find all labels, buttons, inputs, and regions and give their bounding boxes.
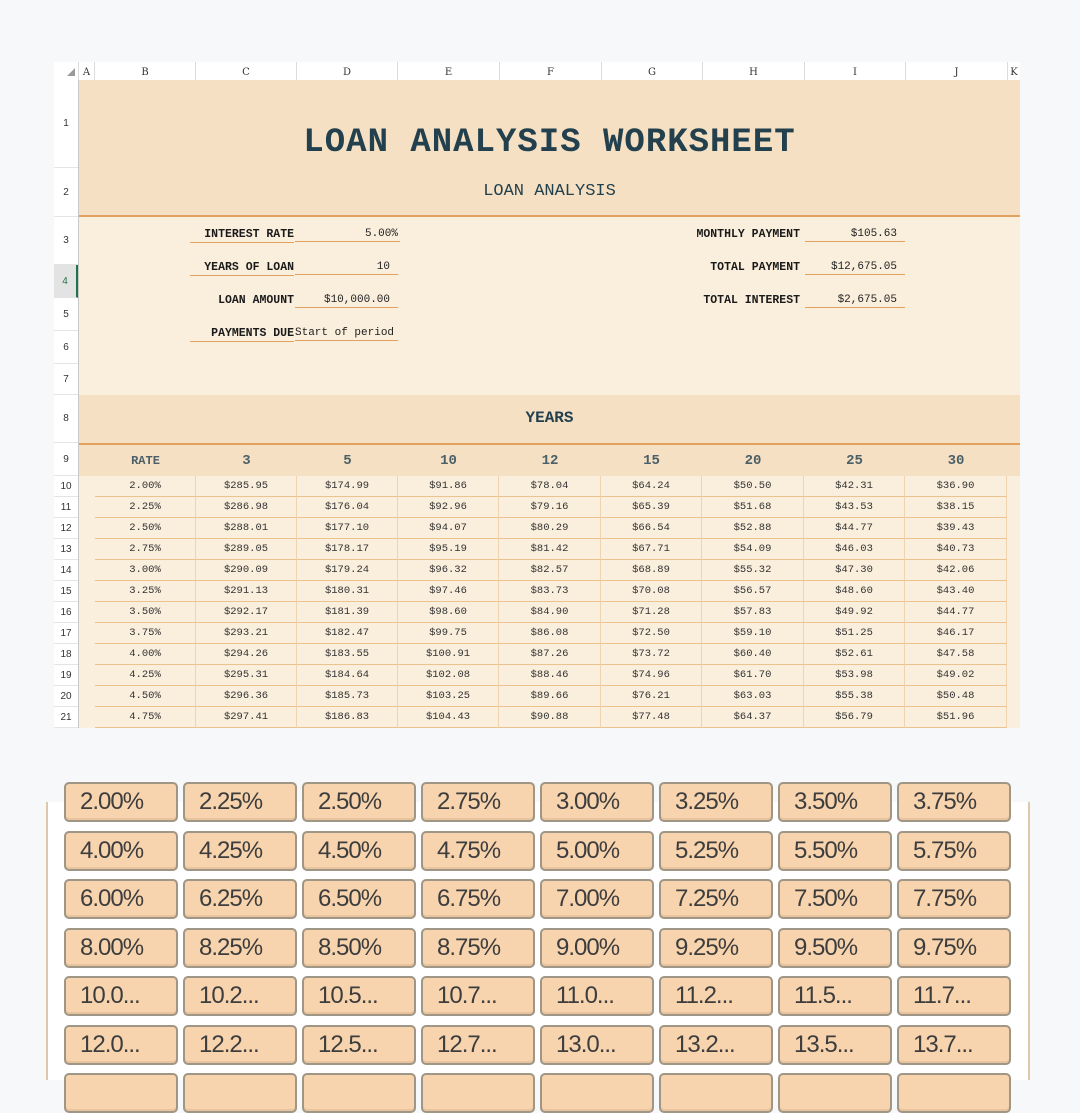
rate-option-button[interactable]: 7.25% — [659, 879, 773, 919]
column-header[interactable]: B — [94, 62, 195, 80]
rate-option-button[interactable]: 10.0... — [64, 976, 178, 1016]
loan-amount-cell[interactable]: $10,000.00 — [295, 294, 398, 308]
payment-cell[interactable]: $48.60 — [804, 581, 905, 602]
payment-cell[interactable]: $51.96 — [905, 707, 1007, 728]
payment-cell[interactable]: $52.61 — [804, 644, 905, 665]
rate-option-button[interactable]: 6.50% — [302, 879, 416, 919]
total-payment-label: TOTAL PAYMENT — [710, 261, 800, 274]
payment-cell[interactable]: $72.50 — [601, 623, 702, 644]
row-header[interactable]: 16 — [54, 602, 78, 623]
rate-option-button[interactable]: 3.50% — [778, 782, 892, 822]
payment-cell[interactable]: $86.08 — [499, 623, 601, 644]
rate-cell[interactable]: 3.25% — [95, 581, 196, 602]
rate-option-button[interactable]: 9.75% — [897, 928, 1011, 968]
rate-option-button[interactable]: 4.00% — [64, 831, 178, 871]
payment-cell[interactable]: $64.37 — [702, 707, 804, 728]
payment-cell[interactable]: $103.25 — [398, 686, 499, 707]
years-column-header: 15 — [643, 453, 660, 469]
column-header[interactable]: G — [601, 62, 702, 80]
rate-option-button[interactable]: 5.75% — [897, 831, 1011, 871]
row-header[interactable]: 19 — [54, 665, 78, 686]
input-section — [79, 217, 1020, 395]
rate-option-button-partial[interactable] — [64, 1073, 178, 1113]
payment-cell[interactable]: $55.38 — [804, 686, 905, 707]
column-header[interactable]: C — [195, 62, 296, 80]
payment-cell[interactable]: $80.29 — [499, 518, 601, 539]
payment-cell[interactable]: $82.57 — [499, 560, 601, 581]
rate-option-button-partial[interactable] — [421, 1073, 535, 1113]
rate-cell[interactable]: 2.50% — [95, 518, 196, 539]
payment-cell[interactable]: $60.40 — [702, 644, 804, 665]
payment-cell[interactable]: $39.43 — [905, 518, 1007, 539]
row-header[interactable]: 6 — [54, 331, 78, 364]
rate-cell[interactable]: 3.00% — [95, 560, 196, 581]
payment-cell[interactable]: $51.68 — [702, 497, 804, 518]
payment-cell[interactable]: $100.91 — [398, 644, 499, 665]
column-header[interactable]: D — [296, 62, 397, 80]
rate-option-button[interactable]: 13.5... — [778, 1025, 892, 1065]
rate-cell[interactable]: 2.25% — [95, 497, 196, 518]
rate-column-header: RATE — [131, 454, 160, 468]
payments-due-value: Start of period — [295, 327, 395, 339]
payment-cell[interactable]: $185.73 — [297, 686, 398, 707]
years-heading: YEARS — [525, 409, 574, 427]
years-column-header: 30 — [947, 453, 965, 469]
payment-cell[interactable]: $96.32 — [398, 560, 499, 581]
rate-cell[interactable]: 2.75% — [95, 539, 196, 560]
rate-picker-panel — [46, 788, 1030, 1080]
column-header[interactable]: E — [397, 62, 499, 80]
rate-option-button[interactable]: 7.00% — [540, 879, 654, 919]
payment-cell[interactable]: $295.31 — [196, 665, 297, 686]
rate-option-button[interactable]: 8.00% — [64, 928, 178, 968]
payment-cell[interactable]: $174.99 — [297, 476, 398, 497]
title-band — [79, 80, 1020, 217]
rate-option-button[interactable]: 10.7... — [421, 976, 535, 1016]
rate-option-button[interactable]: 9.50% — [778, 928, 892, 968]
rate-option-button[interactable]: 10.5... — [302, 976, 416, 1016]
payment-cell[interactable]: $285.95 — [196, 476, 297, 497]
payment-cell[interactable]: $44.77 — [905, 602, 1007, 623]
column-header[interactable]: H — [702, 62, 804, 80]
payment-cell[interactable]: $73.72 — [601, 644, 702, 665]
payment-cell[interactable]: $184.64 — [297, 665, 398, 686]
payment-cell[interactable]: $54.09 — [702, 539, 804, 560]
rate-option-button[interactable]: 4.75% — [421, 831, 535, 871]
payment-cell[interactable]: $186.83 — [297, 707, 398, 728]
years-column-header: 20 — [744, 453, 762, 469]
payment-cell[interactable]: $74.96 — [601, 665, 702, 686]
payment-cell[interactable]: $291.13 — [196, 581, 297, 602]
row-header[interactable]: 18 — [54, 644, 78, 665]
row-header[interactable]: 17 — [54, 623, 78, 644]
column-header[interactable]: K — [1007, 62, 1020, 80]
row-header[interactable]: 15 — [54, 581, 78, 602]
rate-option-button[interactable]: 11.0... — [540, 976, 654, 1016]
rate-option-button[interactable]: 11.2... — [659, 976, 773, 1016]
column-header[interactable]: F — [499, 62, 601, 80]
payment-cell[interactable]: $43.40 — [905, 581, 1007, 602]
row-header-bar — [54, 80, 79, 728]
payment-cell[interactable]: $99.75 — [398, 623, 499, 644]
row-header[interactable]: 21 — [54, 707, 78, 728]
rate-cell[interactable]: 4.75% — [95, 707, 196, 728]
rate-cell[interactable]: 4.50% — [95, 686, 196, 707]
payments-due-label: PAYMENTS DUE — [190, 327, 294, 342]
column-header[interactable]: A — [78, 62, 94, 80]
total-payment-cell[interactable]: $12,675.05 — [805, 261, 905, 275]
row-header[interactable]: 13 — [54, 539, 78, 560]
column-header[interactable]: J — [905, 62, 1007, 80]
rate-option-button[interactable]: 2.25% — [183, 782, 297, 822]
years-column-header: 12 — [541, 453, 559, 469]
interest-rate-label: INTEREST RATE — [190, 228, 294, 243]
payment-cell[interactable]: $50.48 — [905, 686, 1007, 707]
payment-cell[interactable]: $286.98 — [196, 497, 297, 518]
column-header[interactable]: I — [804, 62, 905, 80]
payment-cell[interactable]: $79.16 — [499, 497, 601, 518]
row-header[interactable]: 10 — [54, 476, 78, 497]
payment-cell[interactable]: $289.05 — [196, 539, 297, 560]
payment-cell[interactable]: $182.47 — [297, 623, 398, 644]
payment-cell[interactable]: $70.08 — [601, 581, 702, 602]
rate-option-button[interactable]: 6.25% — [183, 879, 297, 919]
rate-cell[interactable]: 2.00% — [95, 476, 196, 497]
rate-option-button[interactable]: 7.75% — [897, 879, 1011, 919]
rate-option-button[interactable]: 13.0... — [540, 1025, 654, 1065]
payments-due-cell[interactable] — [295, 327, 398, 341]
payment-cell[interactable]: $98.60 — [398, 602, 499, 623]
row-header[interactable]: 5 — [54, 298, 78, 331]
row-header[interactable]: 4 — [54, 265, 78, 298]
payment-cell[interactable]: $68.89 — [601, 560, 702, 581]
row-header[interactable]: 3 — [54, 217, 78, 265]
payment-cell[interactable]: $47.30 — [804, 560, 905, 581]
rate-cell[interactable]: 4.00% — [95, 644, 196, 665]
rate-option-button[interactable]: 5.25% — [659, 831, 773, 871]
rate-option-button-partial[interactable] — [778, 1073, 892, 1113]
loan-amount-label: LOAN AMOUNT — [218, 294, 294, 307]
payment-cell[interactable]: $42.31 — [804, 476, 905, 497]
years-of-loan-label: YEARS OF LOAN — [190, 261, 294, 276]
row-header[interactable]: 12 — [54, 518, 78, 539]
rate-option-button[interactable]: 2.00% — [64, 782, 178, 822]
payment-cell[interactable]: $49.02 — [905, 665, 1007, 686]
payment-table-body — [79, 476, 1020, 728]
select-all-corner[interactable] — [54, 62, 78, 80]
rate-option-button[interactable]: 11.5... — [778, 976, 892, 1016]
payment-cell[interactable]: $46.03 — [804, 539, 905, 560]
rate-option-button[interactable]: 8.75% — [421, 928, 535, 968]
payment-cell[interactable]: $56.79 — [804, 707, 905, 728]
rate-cell[interactable]: 3.50% — [95, 602, 196, 623]
payment-cell[interactable]: $46.17 — [905, 623, 1007, 644]
payment-cell[interactable]: $55.32 — [702, 560, 804, 581]
payment-cell[interactable]: $83.73 — [499, 581, 601, 602]
rate-option-button[interactable]: 5.00% — [540, 831, 654, 871]
total-interest-label: TOTAL INTEREST — [703, 294, 800, 307]
rate-option-button[interactable]: 6.75% — [421, 879, 535, 919]
payment-cell[interactable]: $59.10 — [702, 623, 804, 644]
row-header[interactable]: 1 — [54, 80, 78, 168]
rate-option-button[interactable]: 4.50% — [302, 831, 416, 871]
rate-option-button[interactable]: 12.5... — [302, 1025, 416, 1065]
payment-cell[interactable]: $176.04 — [297, 497, 398, 518]
payment-cell[interactable]: $84.90 — [499, 602, 601, 623]
payment-cell[interactable]: $44.77 — [804, 518, 905, 539]
payment-cell[interactable]: $81.42 — [499, 539, 601, 560]
interest-rate-cell[interactable]: 5.00% — [295, 228, 400, 242]
rate-option-button[interactable]: 12.0... — [64, 1025, 178, 1065]
payment-cell[interactable]: $63.03 — [702, 686, 804, 707]
payment-cell[interactable]: $77.48 — [601, 707, 702, 728]
payment-table-header — [79, 445, 1020, 476]
payment-cell[interactable]: $66.54 — [601, 518, 702, 539]
payment-cell[interactable]: $42.06 — [905, 560, 1007, 581]
rate-option-button-partial[interactable] — [540, 1073, 654, 1113]
years-column-header: 5 — [343, 453, 352, 469]
rate-option-button[interactable]: 7.50% — [778, 879, 892, 919]
row-header[interactable]: 20 — [54, 686, 78, 707]
years-of-loan-cell[interactable]: 10 — [295, 261, 398, 275]
total-interest-cell[interactable]: $2,675.05 — [805, 294, 905, 308]
years-column-header: 10 — [440, 453, 457, 469]
rate-option-button[interactable]: 9.00% — [540, 928, 654, 968]
rate-option-button[interactable]: 3.00% — [540, 782, 654, 822]
row-header[interactable]: 9 — [54, 443, 78, 476]
payment-cell[interactable]: $87.26 — [499, 644, 601, 665]
rate-option-button[interactable]: 11.7... — [897, 976, 1011, 1016]
payment-cell[interactable]: $297.41 — [196, 707, 297, 728]
payment-cell[interactable]: $52.88 — [702, 518, 804, 539]
payment-cell[interactable]: $43.53 — [804, 497, 905, 518]
rate-option-button[interactable]: 6.00% — [64, 879, 178, 919]
payment-cell[interactable]: $183.55 — [297, 644, 398, 665]
rate-option-button[interactable]: 3.75% — [897, 782, 1011, 822]
rate-option-button-partial[interactable] — [302, 1073, 416, 1113]
rate-option-button-partial[interactable] — [183, 1073, 297, 1113]
rate-option-button[interactable]: 8.25% — [183, 928, 297, 968]
rate-option-button[interactable]: 2.75% — [421, 782, 535, 822]
rate-option-button[interactable]: 12.2... — [183, 1025, 297, 1065]
payment-cell[interactable]: $94.07 — [398, 518, 499, 539]
payment-cell[interactable]: $71.28 — [601, 602, 702, 623]
payment-cell[interactable]: $67.71 — [601, 539, 702, 560]
rate-option-button-partial[interactable] — [659, 1073, 773, 1113]
rate-option-button[interactable]: 3.25% — [659, 782, 773, 822]
rate-option-button[interactable]: 5.50% — [778, 831, 892, 871]
rate-option-button[interactable]: 13.7... — [897, 1025, 1011, 1065]
row-header[interactable]: 7 — [54, 364, 78, 395]
rate-cell[interactable]: 4.25% — [95, 665, 196, 686]
sheet-grid — [79, 80, 1020, 728]
payment-cell[interactable]: $177.10 — [297, 518, 398, 539]
payment-cell[interactable]: $50.50 — [702, 476, 804, 497]
payment-cell[interactable]: $56.57 — [702, 581, 804, 602]
payment-cell[interactable]: $40.73 — [905, 539, 1007, 560]
rate-option-button-partial[interactable] — [897, 1073, 1011, 1113]
rate-option-button[interactable]: 9.25% — [659, 928, 773, 968]
spreadsheet — [54, 62, 1020, 728]
row-header[interactable]: 8 — [54, 395, 78, 443]
payment-cell[interactable]: $178.17 — [297, 539, 398, 560]
payment-cell[interactable]: $53.98 — [804, 665, 905, 686]
payment-cell[interactable]: $294.26 — [196, 644, 297, 665]
rate-cell[interactable]: 3.75% — [95, 623, 196, 644]
payment-cell[interactable]: $95.19 — [398, 539, 499, 560]
payment-cell[interactable]: $88.46 — [499, 665, 601, 686]
payment-cell[interactable]: $296.36 — [196, 686, 297, 707]
row-header[interactable]: 14 — [54, 560, 78, 581]
payment-cell[interactable]: $102.08 — [398, 665, 499, 686]
payment-cell[interactable]: $64.24 — [601, 476, 702, 497]
row-header[interactable]: 2 — [54, 168, 78, 217]
payment-cell[interactable]: $78.04 — [499, 476, 601, 497]
rate-option-button[interactable]: 4.25% — [183, 831, 297, 871]
payment-cell[interactable]: $293.21 — [196, 623, 297, 644]
row-header[interactable]: 11 — [54, 497, 78, 518]
payment-cell[interactable]: $57.83 — [702, 602, 804, 623]
payment-cell[interactable]: $91.86 — [398, 476, 499, 497]
monthly-payment-cell[interactable]: $105.63 — [805, 228, 905, 242]
rate-option-button[interactable]: 10.2... — [183, 976, 297, 1016]
payment-cell[interactable]: $181.39 — [297, 602, 398, 623]
rate-option-button[interactable]: 13.2... — [659, 1025, 773, 1065]
payment-cell[interactable]: $65.39 — [601, 497, 702, 518]
payment-cell[interactable]: $47.58 — [905, 644, 1007, 665]
payment-cell[interactable]: $180.31 — [297, 581, 398, 602]
payment-cell[interactable]: $51.25 — [804, 623, 905, 644]
payment-cell[interactable]: $288.01 — [196, 518, 297, 539]
payment-cell[interactable]: $179.24 — [297, 560, 398, 581]
payment-cell[interactable]: $89.66 — [499, 686, 601, 707]
rate-option-button[interactable]: 8.50% — [302, 928, 416, 968]
worksheet-subtitle: LOAN ANALYSIS — [483, 182, 616, 201]
payment-cell[interactable]: $292.17 — [196, 602, 297, 623]
rate-option-button[interactable]: 12.7... — [421, 1025, 535, 1065]
payment-cell[interactable]: $97.46 — [398, 581, 499, 602]
years-column-header: 25 — [846, 453, 863, 469]
years-band — [79, 395, 1020, 445]
payment-cell[interactable]: $90.88 — [499, 707, 601, 728]
monthly-payment-label: MONTHLY PAYMENT — [696, 228, 800, 241]
years-column-header: 3 — [242, 453, 251, 469]
payment-cell[interactable]: $76.21 — [601, 686, 702, 707]
rate-option-button[interactable]: 2.50% — [302, 782, 416, 822]
payment-cell[interactable]: $36.90 — [905, 476, 1007, 497]
payment-cell[interactable]: $49.92 — [804, 602, 905, 623]
payment-cell[interactable]: $104.43 — [398, 707, 499, 728]
worksheet-title: LOAN ANALYSIS WORKSHEET — [303, 124, 796, 162]
payment-cell[interactable]: $92.96 — [398, 497, 499, 518]
payment-cell[interactable]: $61.70 — [702, 665, 804, 686]
payment-cell[interactable]: $38.15 — [905, 497, 1007, 518]
payment-cell[interactable]: $290.09 — [196, 560, 297, 581]
column-header-bar — [54, 62, 1020, 81]
